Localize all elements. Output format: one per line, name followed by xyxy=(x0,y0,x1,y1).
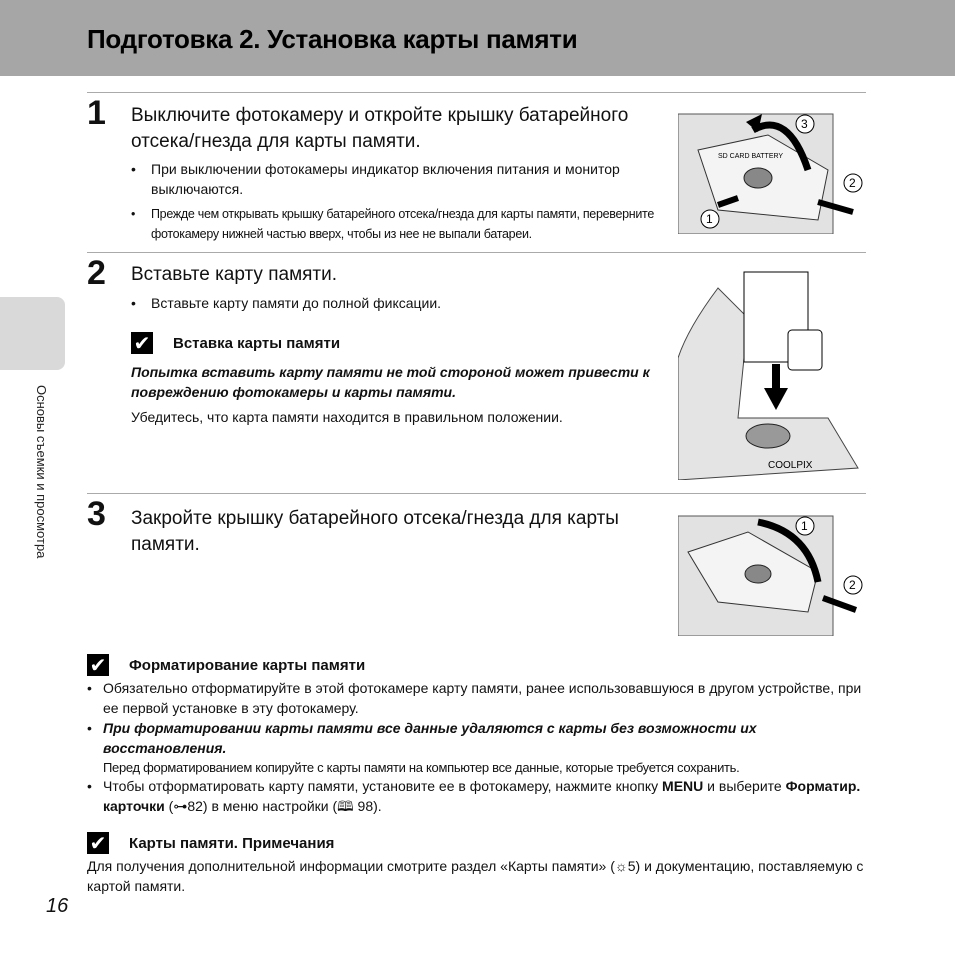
divider xyxy=(87,493,866,494)
bullet-subtext: Перед форматированием копируйте с карты памяти на компьютер все данные, которые требуется сохранить. xyxy=(103,760,740,775)
note-text: Для получения дополнительной информации смотрите раздел «Карты памяти» (☼5) и документацию, поставляемую с картой памяти. xyxy=(87,858,864,894)
section-label: Основы съемки и просмотра xyxy=(34,385,49,559)
callout-1: 1 xyxy=(706,212,713,226)
bullet-item xyxy=(87,718,877,758)
open-cover-illustration xyxy=(678,110,866,234)
bullet: • xyxy=(131,207,136,221)
callout-2: 2 xyxy=(849,578,856,592)
callout-1: 1 xyxy=(801,519,808,533)
page-ref[interactable]: 🕮 98). xyxy=(337,798,382,814)
bullet-item xyxy=(131,204,671,244)
step-title: Выключите фотокамеру и откройте крышку батарейного отсека/гнезда для карты памяти. xyxy=(131,105,629,152)
note-heading xyxy=(131,332,340,354)
menu-item-ref: Форматир. карточки xyxy=(103,778,861,814)
text: (⊶82) в меню настройки ( xyxy=(164,798,338,814)
section-tab[interactable] xyxy=(0,297,65,370)
bullet: • xyxy=(131,295,136,311)
insert-card-illustration xyxy=(678,268,866,480)
divider xyxy=(87,252,866,253)
note-heading xyxy=(87,654,365,676)
step-number: 2 xyxy=(87,254,106,292)
bullet-text: При форматировании карты памяти все данные удаляются с карты без возможности их восстановления. xyxy=(103,720,757,756)
bullet-item xyxy=(131,293,631,313)
callout-3: 3 xyxy=(801,117,808,131)
cover-label: SD CARD BATTERY xyxy=(718,153,784,160)
menu-button-glyph: MENU xyxy=(662,778,704,794)
divider xyxy=(87,92,866,93)
bullet-item xyxy=(131,159,641,199)
note-warning: Попытка вставить карту памяти не той стороной может привести к повреждению фотокамеры и карты памяти. xyxy=(131,364,650,400)
bullet-item xyxy=(87,776,877,816)
bullet-text: Обязательно отформатируйте в этой фотокамере карту памяти, ранее использовавшуюся в другом устройстве, при ее первой установке в эту фотокамеру. xyxy=(103,680,862,716)
bullet-item xyxy=(87,678,877,718)
text: Чтобы отформатировать карту памяти, установите ее в фотокамеру, нажмите кнопку xyxy=(103,778,663,794)
note-title: Вставка карты памяти xyxy=(173,334,341,352)
note-title: Форматирование карты памяти xyxy=(129,656,366,674)
page-number: 16 xyxy=(46,895,69,917)
step-number: 3 xyxy=(87,495,106,533)
bullet-text: При выключении фотокамеры индикатор включения питания и монитор выключаются. xyxy=(151,161,620,197)
bullet-text: Прежде чем открывать крышку батарейного отсека/гнезда для карты памяти, переверните фотокамеру нижней частью вверх, чтобы из нее не выпали батареи. xyxy=(151,207,654,241)
check-icon: ✔ xyxy=(87,832,109,854)
note-heading xyxy=(87,832,334,854)
step-title: Закройте крышку батарейного отсека/гнезда для карты памяти. xyxy=(131,508,619,555)
close-cover-illustration xyxy=(678,512,866,636)
note-text: Убедитесь, что карта памяти находится в правильном положении. xyxy=(131,409,563,425)
bullet: • xyxy=(87,778,92,794)
page-header xyxy=(0,0,955,76)
bullet: • xyxy=(87,720,92,736)
bullet: • xyxy=(131,161,136,177)
text: и выберите xyxy=(703,778,786,794)
bullet-text: Вставьте карту памяти до полной фиксации. xyxy=(151,295,442,311)
page-title: Подготовка 2. Установка карты памяти xyxy=(87,24,578,54)
bullet: • xyxy=(87,680,92,696)
check-icon: ✔ xyxy=(87,654,109,676)
note-title: Карты памяти. Примечания xyxy=(129,834,335,852)
check-icon: ✔ xyxy=(131,332,153,354)
step-title: Вставьте карту памяти. xyxy=(131,264,338,285)
callout-2: 2 xyxy=(849,176,856,190)
camera-label: COOLPIX xyxy=(768,460,813,471)
step-number: 1 xyxy=(87,94,106,132)
